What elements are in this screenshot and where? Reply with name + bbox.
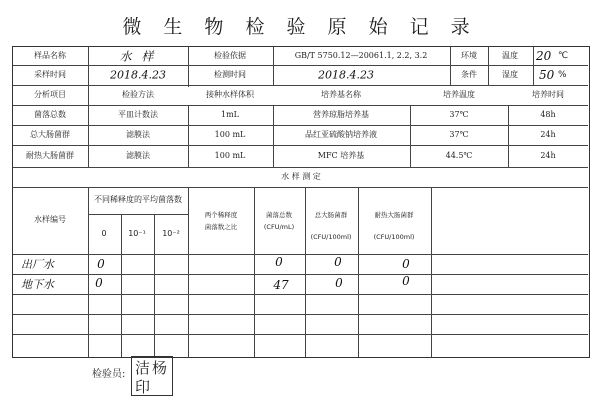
cond-label: 条件	[461, 70, 477, 79]
methods-cell: 37℃	[449, 130, 469, 139]
table-row-id: 地下水	[21, 278, 54, 291]
temp-unit: ℃	[558, 51, 569, 61]
humidity-label: 湿度	[502, 70, 518, 79]
methods-header: 培养基名称	[321, 90, 361, 99]
methods-cell: MFC 培养基	[317, 151, 365, 160]
col-ratio: 两个稀释度	[204, 211, 238, 219]
stamp-text: 洁杨	[135, 359, 170, 377]
inspector-stamp	[131, 356, 173, 396]
methods-header: 培养时间	[532, 90, 564, 99]
table-cell: 0	[275, 255, 283, 269]
sample-name-label: 样品名称	[34, 51, 66, 60]
test-time-value: 2018.4.23	[318, 68, 374, 82]
humidity-value: 50	[539, 68, 555, 82]
table-cell: 0	[335, 276, 343, 290]
sample-time-value: 2018.4.23	[110, 68, 166, 82]
methods-header: 培养温度	[443, 90, 475, 99]
inspector-label: 检验员:	[92, 369, 126, 380]
methods-cell: 24h	[540, 130, 556, 139]
methods-cell: 37℃	[449, 110, 469, 119]
table-cell: 0	[402, 257, 410, 271]
methods-cell: 品红亚硫酸钠培养液	[305, 130, 377, 139]
page-title: 微 生 物 检 验 原 始 记 录	[122, 16, 478, 38]
temp-value: 20	[536, 49, 552, 63]
col-dil-0: 0	[101, 229, 107, 238]
col-dil-2: 10⁻²	[162, 229, 180, 238]
col-ratio: 菌落数之比	[204, 223, 238, 231]
col-dil-1: 10⁻¹	[128, 229, 146, 238]
table-row-id: 出厂水	[21, 258, 54, 271]
methods-header: 检验方法	[122, 90, 154, 99]
table-cell: 0	[402, 274, 410, 288]
methods-cell: 总大肠菌群	[30, 130, 70, 139]
methods-cell: 营养琼脂培养基	[313, 110, 369, 119]
humidity-unit: %	[558, 70, 567, 80]
col-heat: 耐热大肠菌群	[374, 211, 414, 219]
temp-label: 温度	[502, 51, 518, 60]
col-dilution: 不同稀释度的平均菌落数	[94, 195, 182, 204]
col-coli: (CFU/100ml)	[310, 233, 352, 241]
stamp-text: 印	[135, 378, 153, 396]
sample-name-value: 水 样	[119, 49, 157, 64]
methods-header: 分析项目	[34, 90, 66, 99]
sample-time-label: 采样时间	[34, 70, 66, 79]
col-total: 菌落总数	[266, 211, 292, 219]
methods-cell: 1mL	[221, 110, 239, 119]
col-heat: (CFU/100ml)	[373, 233, 415, 241]
col-sample-id: 水样编号	[34, 215, 66, 224]
table-cell: 47	[273, 278, 289, 292]
basis-value: GB/T 5750.12—20061.1, 2.2, 3.2	[294, 51, 428, 60]
record-table	[12, 46, 590, 358]
col-coli: 总大肠菌群	[314, 211, 348, 219]
col-total: (CFU/mL)	[263, 223, 295, 231]
env-label: 环境	[461, 51, 477, 60]
methods-header: 接种水样体积	[206, 90, 254, 99]
methods-cell: 滤膜法	[126, 151, 150, 160]
methods-cell: 菌落总数	[34, 110, 66, 119]
methods-cell: 24h	[540, 151, 556, 160]
table-cell: 0	[334, 255, 342, 269]
methods-cell: 48h	[540, 110, 556, 119]
test-time-label: 检测时间	[214, 70, 246, 79]
basis-label: 检验依据	[214, 51, 246, 60]
section-title: 水 样 测 定	[281, 172, 321, 181]
methods-cell: 滤膜法	[126, 130, 150, 139]
methods-cell: 100 mL	[214, 151, 246, 160]
table-cell: 0	[95, 276, 103, 290]
table-cell: 0	[97, 257, 105, 271]
methods-cell: 平皿计数法	[118, 110, 158, 119]
methods-cell: 耐热大肠菌群	[26, 151, 74, 160]
methods-cell: 44.5℃	[445, 151, 473, 160]
methods-cell: 100 mL	[214, 130, 246, 139]
